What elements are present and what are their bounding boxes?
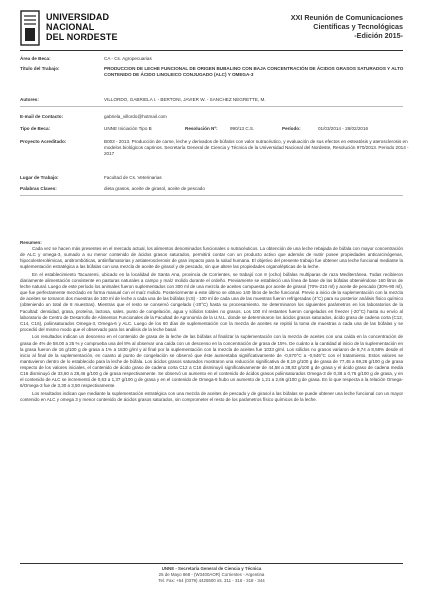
- tipo-value: UNNE Iniciación Tipo B: [104, 126, 152, 131]
- claves-label: Palabras Claves:: [20, 186, 57, 191]
- footer-institution: UNNE - Secretaría General de Ciencia y Técnica: [161, 566, 262, 571]
- autores-label: Autores:: [20, 97, 39, 102]
- abstract-paragraph: Los resultados indican un descenso en el contenido de grasa de la leche de las búfalas al finalizar la suplementación con la mezcla de aceites con una caída en la concentración de grasa de 4% de 58.00 a 25 % y comprueba una del 8% al observar una caída con un descenso en la concentración de grasa de 15%. De cuánto a la cantidad al inicio de la suplementación en la grasa fueron de 16 g/100 g de grasa a 1% a 1630 g/ml y al final por la suplementación con la mezcla de aceites fue 1033 g/ml. Los sólidos no grasos variaron de 8,74 a 8,58% desde el inicio al final de la suplementación, en cuanto al punto de congelación se observó que éste aumentaba significativamente de -0,570°C a -0,546°C con el tratamiento. Estos valores se mantuvieron dentro de lo establecido para la leche de búfala. Los ácidos grasos saturados mostraron una reducción significativa de 8,19 g/100 g de grasa de 77,45 a 69,26 g/100 g de grasa respecto de los valores iniciales, el contenido de ácido graso de cadena corta C12 a C16 disminuyó significativamente de 44,58 a 38,83 g/100 g de grasa y el ácido graso de cadena media C16 disminuyó de 33,60 a 28,46 g/100 g de grasa respectivamente. Se observó un aumento en el contenido de ácidos grasos poliinsaturados Omega-3 de 0,38 a 0,76 g/100 g de grasa, y en el contenido de ALC se incrementó de 0,63 a 1,37 g/100 g de grasa y en el contenido de Omega-6 hubo un aumento de 1,21 a 2,66 g/100 g de grasa. En lo que respecta a la relación Omega-6/Omega-3 fue de 3,30 a 3,50 respectivamente.: [20, 334, 403, 389]
- resumen-label: Resumen:: [20, 240, 42, 245]
- footer-address: 25 de Mayo 868 - (W3400AOR) Corrientes - Argentina: [158, 572, 265, 577]
- resolucion-label: Resolución Nº:: [185, 126, 218, 131]
- periodo-label: Período:: [282, 126, 301, 131]
- abstract-body: [20, 240, 403, 404]
- titulo-value: PRODUCCION DE LECHE FUNCIONAL DE ORIGEN BUBALINO CON BAJA CONCENTRACIÓN DE ÁCIDOS GRASOS SATURADOS Y ALTO CONTENIDO DE ÁCIDO LINOLEICO CONJUGADO (ALC) Y OMEGA-3: [104, 66, 404, 78]
- header-divider: [20, 50, 403, 51]
- abstract-paragraph: Cada vez se hacen más presentes en el mercado actual, los alimentos denominados funcionales o nutracéuticos. La obtención de una leche rebajada de búfala con mayor concentración de ALC y omega-3, sumado a su menor contenido de ácidos grasos saturados, permitirá contar con un producto activo que además de nutrir posee propiedades anticarcinógenas, hipocolesterolémicas, antitrombóticas, antiinflamatorias y antiaterosclerosis de gran impacto para la salud humana. El objetivo del presente trabajo fue obtener una leche funcional mediante la suplementación estratégica a las búfalas con una mezcla de aceite de girasol y de pescado, sin que altere las propiedades organolépticas de la leche.: [20, 246, 403, 270]
- university-logo-icon: [20, 10, 40, 46]
- email-value: gabriela_villordo@hotmail.com: [104, 114, 167, 119]
- proyecto-value: B003 - 2013. Producción de carne, leche y derivados de búfalos con valor nutracéutico, y evaluación de sus efectos en esteatósis y aterosclerosis en modelos biológicos caprinos. Secretaría General de Ciencia y Técnica de la Universidad Nacional del Nordeste, Resolución 970/2013. Periodo 2014 - 2017: [104, 139, 409, 157]
- lugar-value: Facultad de Cs. Veterinarias: [104, 175, 162, 180]
- university-name: UNIVERSIDAD NACIONAL DEL NORDESTE: [46, 12, 118, 42]
- proyecto-label: Proyecto Acreditado:: [20, 139, 67, 144]
- area-value: CA - Cs. Agropecuarias: [104, 56, 152, 61]
- conference-title: XXI Reunión de Comunicaciones Científicas y Tecnológicas -Edición 2015-: [290, 13, 403, 40]
- meta-bottom-divider: [20, 195, 403, 196]
- footer-phone: Tel. Fax: +54 (0379) 4425500 int. 311 - 316 - 318 - 344: [158, 578, 265, 583]
- page-footer: [20, 566, 403, 584]
- lugar-label: Lugar de Trabajo:: [20, 175, 59, 180]
- periodo-value: 01/03/2014 - 28/02/2016: [318, 126, 369, 131]
- area-label: Área de Beca:: [20, 56, 51, 61]
- autores-value: VILLORDO, GABRIELA I. - BERTONI, JAVIER W. - SANCHEZ NEGRETTE, M.: [104, 97, 266, 102]
- abstract-paragraph: En el establecimiento Tacuaremi, ubicado en la localidad de Santa Ana, provincia de Corrientes, se trabajó con 8 (ocho) búfalas multíparas de raza Mediterránea. Todas recibieron diariamente alimentación consistente en pasturas naturales a campo y maíz molido durante el ordeño. Previamente se estableció una línea de base de las búfalas obteniéndose 160 litros de leche natural. Luego de este período los animales fueron suplementados con 300 ml de una mezcla de aceites compuesta por aceite de girasol (70%-210 ml) y aceite de pescado (30%-90 ml), que fue perfectamente mezclado en forma manual con el maíz molido. Posteriormente a este último se obtuvo 140 litros de leche funcional. Previo a inicio de la suplementación con la mezcla de aceites se tomaron dos muestras de 100 ml de leche a cada una de las búfalas (n:8) - 100 ml de cada una de las muestras fueron refrigeradas (4°C) para su posterior análisis físico químico (obteniendo un total de 8 muestras). Mientras que el resto se conservó congelado (-20°C) hasta su procesamiento. Se determinaron los siguientes parámetros en los laboratorios de la Facultad: densidad, grasa, proteína, lactosa, sales, punto de congelación, agua y sólidos totales no grasos. Los 100 ml restantes fueron congelados en freezer (-20°C) hasta su envío al laboratorio de Centro de Desarrollo de Alimentos Funcionales de la Facultad de Agronomía de la U.N.L. donde se determinaron los ácidos grasos saturados, ácido graso de cadena corta (C12, C14, C16), poliinsaturados Omega-3, Omega-6 y ALC. Luego de los 60 días de suplementación con la mezcla de aceites se repitió la toma de muestras a cada una de las búfalas y se procedió del mismo modo que el observado para los análisis de la leche basal.: [20, 271, 403, 332]
- titulo-label: Título del Trabajo:: [20, 66, 60, 71]
- email-label: E-mail de Contacto:: [20, 114, 64, 119]
- tipo-label: Tipo de Beca:: [20, 126, 51, 131]
- claves-value: dieta grasos, aceite de girasol, aceite de pescado: [104, 186, 205, 191]
- abstract-paragraph: Los resultados indican que mediante la suplementación estratégica con una mezcla de aceites de pescado y de girasol a las búfalas se puede obtener una leche funcional con un mayor contenido en ALC y omega 3 y menor contenido de ácidos grasos saturados, sin comprometer el resto de los parámetros físico químicos de la leche.: [20, 390, 403, 402]
- meta-divider: [20, 106, 403, 107]
- page-header: [20, 8, 403, 52]
- resolucion-value: 990/13 C.S.: [230, 126, 255, 131]
- footer-divider: [20, 563, 403, 564]
